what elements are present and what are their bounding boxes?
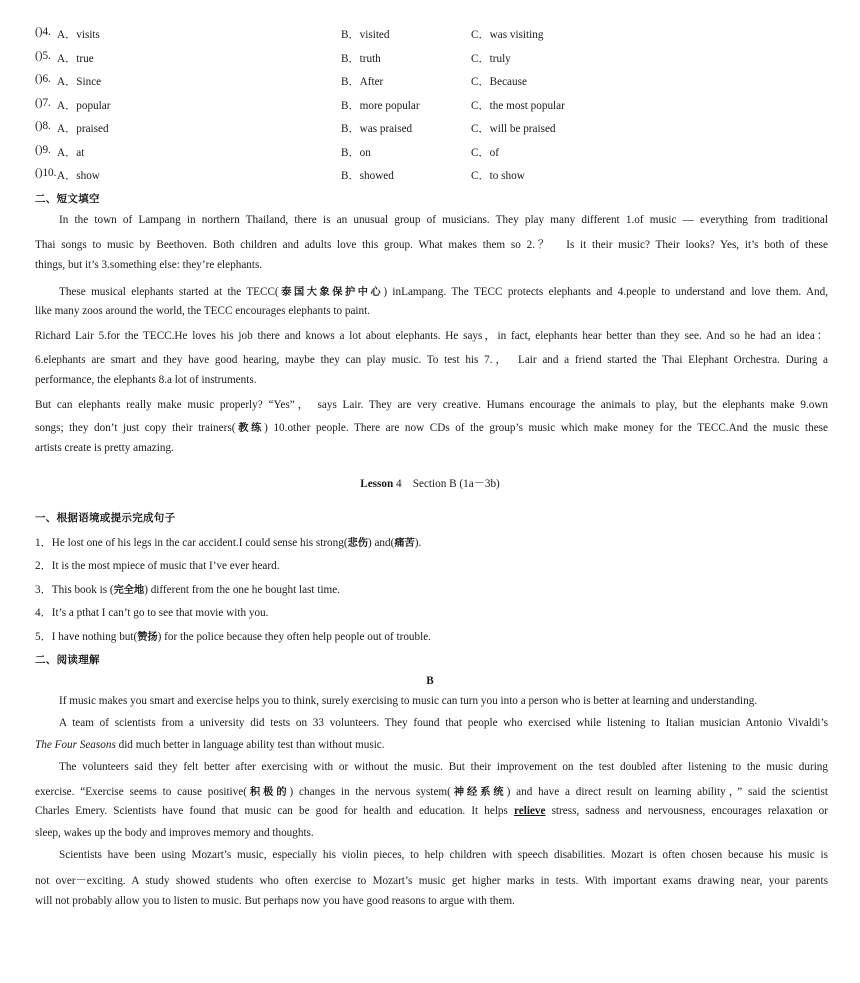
question-number: ()4. [35,26,51,38]
option-row-5 [35,50,825,66]
option-row-7 [35,97,825,113]
option-b: B．visited [341,29,390,41]
reading-line: not over－exciting. A study showed students who often exercise to Mozart’s music get higher marks in tests. With important exams drawing near, your parents [35,875,828,887]
option-c: C．truly [471,53,511,65]
chinese-gloss: 神经系统 [450,787,507,798]
reading-line: A team of scientists from a university did tests on 33 volunteers. They found that people who exercised while listening to Italian musician Antonio Vivaldi’s [59,717,828,729]
text-span: These musical elephants started at the TECC( [59,286,279,298]
reading-line: sleep, wakes up the body and improves memory and thoughts. [35,827,314,839]
lesson-label: Lesson [360,478,394,490]
text-span: ) for the police because they often help people out of trouble. [157,631,431,643]
sentence-item: 4．It’s a pthat I can’t go to see that movie with you. [35,607,269,619]
text-span: 5．I have nothing but( [35,631,138,643]
option-row-6 [35,73,825,89]
question-number: ()7. [35,97,51,109]
text-span: stress, sadness and nervousness, encourages relaxation or [545,805,828,817]
reading-line: The volunteers said they felt better after exercising with or without the music. But their improvement on the test doubled after listening to the music during [59,761,828,773]
option-b: B．After [341,76,384,88]
passage-line: But can elephants really make music properly? “Yes”， says Lair. They are very creative. Humans encourage the animals to play, but the elephants make 9.own [35,399,828,411]
lesson-section: Section B (1a－3b) [412,478,500,490]
text-span: 1．He lost one of his legs in the car accident.I could sense his strong( [35,537,348,549]
text-span: did much better in language ability test than without music. [115,739,385,751]
passage-line: performance, the elephants 8.a lot of instruments. [35,374,257,386]
option-c: C．will be praised [471,123,556,135]
option-c: C．the most popular [471,100,565,112]
text-span: ) inLampang. The TECC protects elephants and 4.people to understand and love them. And, [383,286,829,298]
text-span: ) changes in the nervous system( [289,786,451,798]
option-a: A．Since [57,76,102,88]
lesson-number: 4 [395,478,402,490]
passage-line: Richard Lair 5.for the TECC.He loves his job there and knows a lot about elephants. He says，in fact, elephants hear better than they see. And so he had an idea： [35,330,828,342]
option-a: A．popular [57,100,111,112]
option-row-8 [35,120,825,136]
text-span: ) 10.other people. There are now CDs of the group’s music which make money for the TECC.And the music these [264,422,828,434]
chinese-hint: 痛苦 [394,538,415,549]
option-c: C．to show [471,170,525,182]
section-heading: 二、阅读理解 [35,654,100,666]
section-heading: 一、根据语境或提示完成句子 [35,512,176,524]
option-row-4 [35,26,825,42]
option-a: A．show [57,170,100,182]
option-row-10 [35,167,825,183]
question-number: ()5. [35,50,51,62]
text-span: ) and have a direct result on learning ability，” said the scientist [506,786,828,798]
text-span: ). [414,537,422,549]
text-span: songs; they don’t just copy their trainers( [35,422,236,434]
passage-line: things, but it’s 3.something else: they’re elephants. [35,259,263,271]
chinese-gloss: 教练 [235,423,265,434]
reading-line [35,739,828,751]
option-c: C．was visiting [471,29,544,41]
passage-line: like many zoos around the world, the TECC encourages elephants to paint. [35,305,371,317]
chinese-gloss: 积极的 [246,787,290,798]
passage-line [35,419,828,434]
text-span: ) different from the one he bought last time. [144,584,341,596]
option-b: B．was praised [341,123,413,135]
book-title: The Four Seasons [35,739,116,751]
option-c: C．of [471,147,499,159]
option-row-9 [35,144,825,160]
text-span: exercise. “Exercise seems to cause positive( [35,786,247,798]
chinese-hint: 完全地 [113,585,145,596]
option-b: B．on [341,147,371,159]
option-a: A．at [57,147,85,159]
reading-line: If music makes you smart and exercise helps you to think, surely exercising to music can turn you into a person who is better at learning and understanding. [59,695,758,707]
reading-line: Scientists have been using Mozart’s music, especially his violin pieces, to help children with speech disabilities. Mozart is often chosen because his music is [59,849,828,861]
question-number: ()10. [35,167,57,179]
question-number: ()8. [35,120,51,132]
chinese-hint: 赞扬 [137,632,158,643]
option-b: B．truth [341,53,381,65]
option-b: B．more popular [341,100,420,112]
passage-line [59,283,828,298]
section-heading: 二、短文填空 [35,193,100,205]
text-span: Charles Emery. Scientists have found that music can be good for health and education. It helps [35,805,514,817]
option-a: A．praised [57,123,109,135]
reading-heading: B [426,675,434,687]
passage-line: artists create is pretty amazing. [35,442,174,454]
question-number: ()6. [35,73,51,85]
passage-line: In the town of Lampang in northern Thailand, there is an unusual group of musicians. They play many different 1.of music — everything from traditional [59,214,828,226]
sentence-item [35,628,828,644]
option-b: B．showed [341,170,394,182]
question-number: ()9. [35,144,51,156]
passage-line: Thai songs to music by Beethoven. Both children and adults love this group. What makes them so 2.？ Is it their music? Their looks? Yes, it’s both of these [35,239,828,251]
reading-line: will not probably allow you to listen to music. But perhaps now you have good reasons to argue with them. [35,895,515,907]
sentence-item [35,534,828,550]
reading-line [35,783,828,799]
option-c: C．Because [471,76,527,88]
text-span: 3．This book is ( [35,584,114,596]
lesson-title [0,475,860,491]
chinese-hint: 悲伤 [347,538,368,549]
sentence-item: 2．It is the most mpiece of music that I’ve ever heard. [35,560,280,572]
option-a: A．true [57,53,94,65]
chinese-gloss: 泰国大象保护中心 [278,287,384,298]
text-span: ) and( [367,537,395,549]
passage-line: 6.elephants are smart and they have good hearing, maybe they can play music. To test his 7.， Lair and a friend started the Thai Elephant Orchestra. During a [35,354,828,366]
sentence-item [35,581,828,597]
reading-line [35,805,828,817]
option-a: A．visits [57,29,100,41]
underlined-word: relieve [513,805,546,817]
